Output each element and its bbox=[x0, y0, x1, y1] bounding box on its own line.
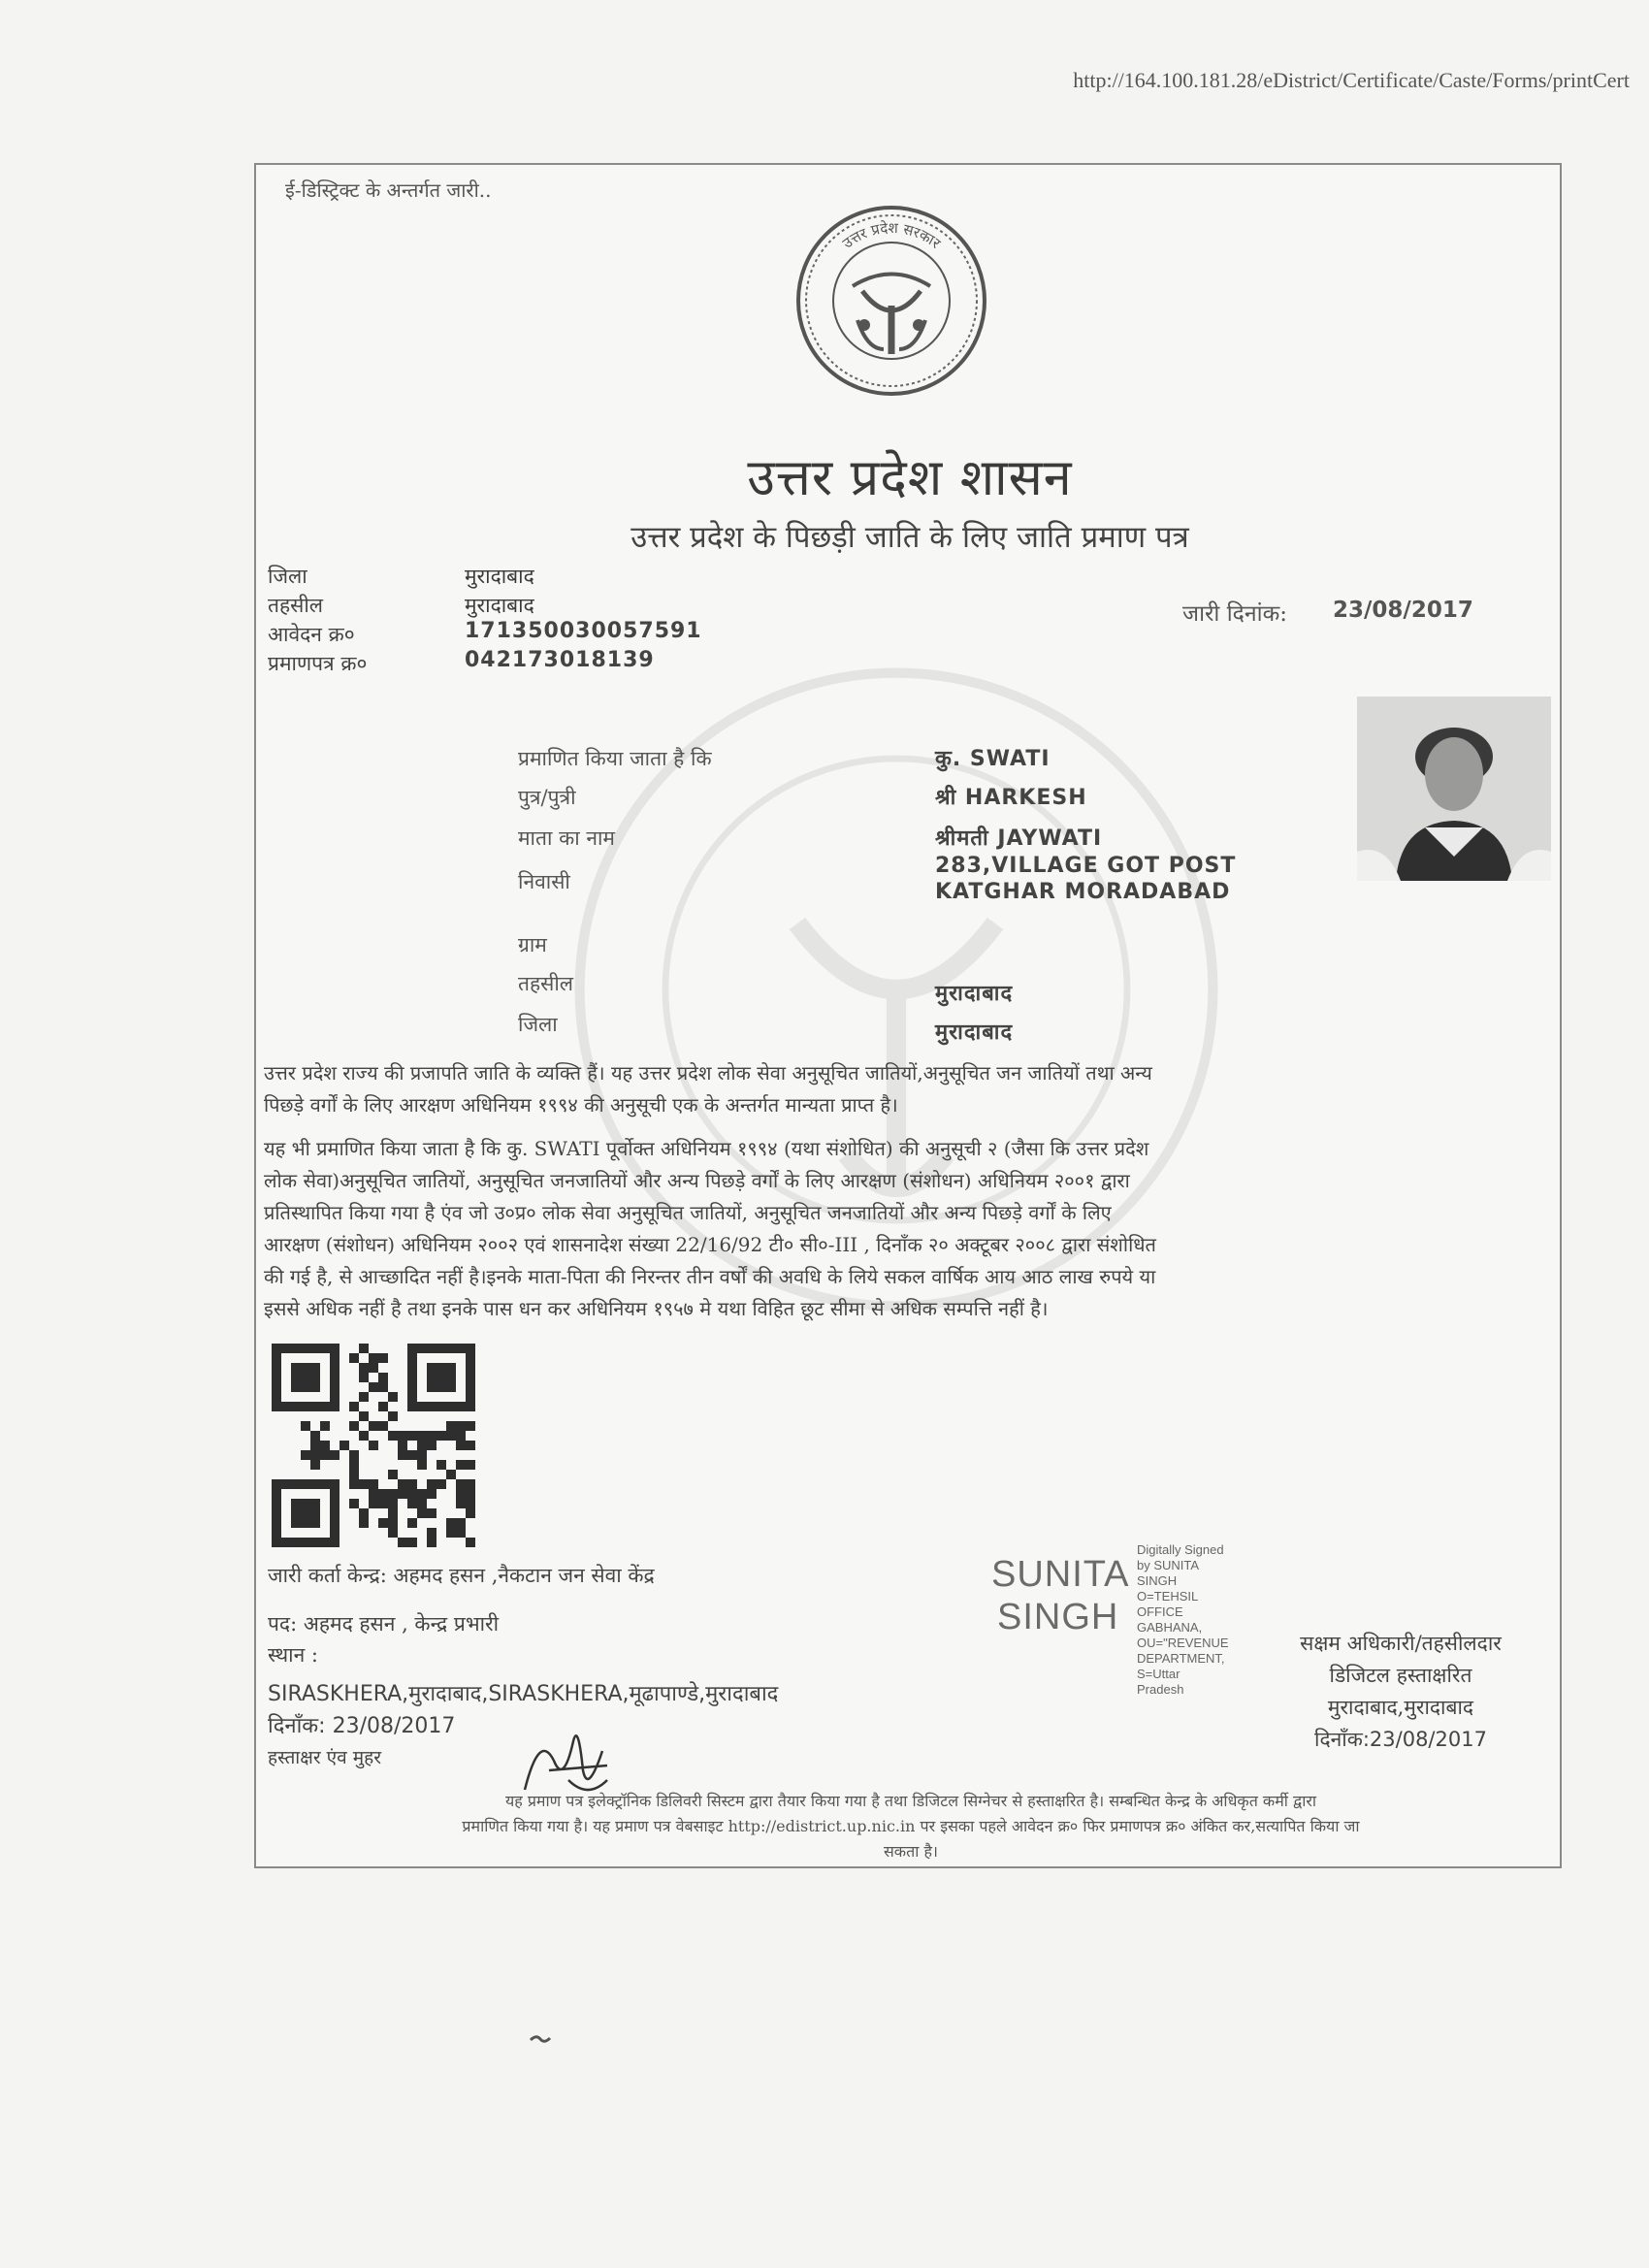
qr-module bbox=[388, 1392, 398, 1402]
qr-module bbox=[310, 1450, 320, 1460]
sign-and-seal-label: हस्ताक्षर एंव मुहर bbox=[268, 1747, 381, 1768]
mother-label: माता का नाम bbox=[518, 826, 615, 850]
qr-module bbox=[466, 1508, 475, 1518]
resident-line1: 283,VILLAGE GOT POST bbox=[935, 854, 1237, 878]
application-number-label: आवेदन क्र० bbox=[268, 623, 355, 646]
note-line2: प्रमाणित किया गया है। यह प्रमाण पत्र वेबसाइट http://edistrict.up.nic.in पर इसका पहले आवेदन क्र० फिर प्रमाणपत्र क्र० अंकित कर,सत्यापित किया जा bbox=[462, 1817, 1360, 1835]
para2-line4: आरक्षण (संशोधन) अधिनियम २००२ एवं शासनादेश संख्या 22/16/92 टी० सी०-III , दिनाँक २० अक्टूबर २००८ द्वारा संशोधित bbox=[264, 1233, 1156, 1256]
qr-module bbox=[349, 1479, 359, 1489]
sig-detail-line: Pradesh bbox=[1137, 1682, 1184, 1697]
qr-module bbox=[427, 1538, 436, 1547]
qr-module bbox=[456, 1421, 466, 1431]
qr-module bbox=[301, 1450, 310, 1460]
certified-label: प्रमाणित किया जाता है कि bbox=[518, 747, 712, 770]
mother-name: श्रीमती JAYWATI bbox=[935, 826, 1103, 851]
up-government-emblem-icon bbox=[794, 204, 988, 398]
qr-module bbox=[446, 1421, 456, 1431]
qr-module bbox=[466, 1499, 475, 1508]
qr-module bbox=[369, 1499, 378, 1508]
qr-module bbox=[359, 1392, 369, 1402]
qr-module bbox=[456, 1441, 466, 1450]
qr-module bbox=[388, 1508, 398, 1518]
qr-module bbox=[407, 1489, 417, 1499]
qr-module bbox=[456, 1489, 466, 1499]
authority-title: सक्षम अधिकारी/तहसीलदार bbox=[1300, 1632, 1502, 1655]
issuer-date: दिनाँक: 23/08/2017 bbox=[268, 1714, 456, 1738]
para2-line1: यह भी प्रमाणित किया जाता है कि कु. SWATI पूर्वोक्त अधिनियम १९९४ (यथा संशोधित) की अनुसूची २ (जैसा कि उत्तर प्रदेश bbox=[264, 1137, 1149, 1160]
qr-module bbox=[378, 1499, 388, 1508]
qr-module bbox=[320, 1421, 330, 1431]
qr-module bbox=[436, 1460, 446, 1470]
qr-module bbox=[456, 1518, 466, 1528]
qr-module bbox=[310, 1441, 320, 1450]
sig-detail-line: Digitally Signed bbox=[1137, 1542, 1224, 1557]
qr-module bbox=[407, 1479, 417, 1489]
qr-module bbox=[417, 1441, 427, 1450]
qr-module bbox=[369, 1353, 378, 1363]
government-title: उत्तर प्रदेश शासन bbox=[747, 449, 1073, 507]
qr-module bbox=[417, 1508, 427, 1518]
sig-detail-line: DEPARTMENT, bbox=[1137, 1651, 1225, 1666]
exclusion-paragraph bbox=[264, 1133, 1554, 1325]
qr-module bbox=[378, 1373, 388, 1382]
qr-module bbox=[427, 1441, 436, 1450]
detail-tehsil-label: तहसील bbox=[518, 972, 573, 995]
qr-module bbox=[359, 1508, 369, 1518]
qr-module bbox=[427, 1431, 436, 1441]
qr-module bbox=[349, 1499, 359, 1508]
note-line3: सकता है। bbox=[883, 1842, 938, 1861]
qr-module bbox=[466, 1441, 475, 1450]
qr-module bbox=[388, 1411, 398, 1421]
para2-line3: प्रतिस्थापित किया गया है एंव जो उ०प्र० लोक सेवा अनुसूचित जातियों, अनुसूचित जनजातियों और अन्य पिछड़े वर्गों के लिए bbox=[264, 1201, 1112, 1224]
qr-module bbox=[466, 1489, 475, 1499]
qr-module bbox=[456, 1431, 466, 1441]
resident-line2: KATGHAR MORADABAD bbox=[935, 880, 1231, 904]
qr-module bbox=[349, 1353, 359, 1363]
qr-module bbox=[446, 1470, 456, 1479]
qr-module bbox=[378, 1382, 388, 1392]
qr-module bbox=[359, 1373, 369, 1382]
village-label: ग्राम bbox=[518, 933, 547, 956]
qr-module bbox=[407, 1450, 417, 1460]
qr-module bbox=[330, 1450, 340, 1460]
print-url: http://164.100.181.28/eDistrict/Certificate/Caste/Forms/printCert bbox=[1073, 68, 1630, 92]
qr-module bbox=[446, 1518, 456, 1528]
issuing-centre: जारी कर्ता केन्द्र: अहमद हसन ,नैकटान जन सेवा केंद्र bbox=[268, 1564, 655, 1587]
qr-module bbox=[398, 1450, 407, 1460]
son-daughter-label: पुत्र/पुत्री bbox=[518, 786, 576, 809]
authority-date: दिनाँक:23/08/2017 bbox=[1314, 1728, 1487, 1751]
tehsil-value: मुरादाबाद bbox=[465, 594, 534, 617]
sig-detail-line: SINGH bbox=[1137, 1573, 1178, 1588]
qr-module bbox=[417, 1499, 427, 1508]
qr-module bbox=[388, 1518, 398, 1528]
qr-module bbox=[456, 1460, 466, 1470]
verification-note bbox=[285, 1789, 1536, 1864]
sig-detail-line: OFFICE bbox=[1137, 1604, 1183, 1619]
qr-module bbox=[388, 1499, 398, 1508]
qr-module bbox=[398, 1479, 407, 1489]
application-number: 171350030057591 bbox=[465, 619, 702, 643]
digital-signature-details bbox=[1137, 1542, 1253, 1698]
tehsil-label: तहसील bbox=[268, 594, 323, 617]
authority-place: मुरादाबाद,मुरादाबाद bbox=[1327, 1696, 1474, 1719]
qr-module bbox=[427, 1479, 436, 1489]
qr-module bbox=[359, 1344, 369, 1353]
qr-module bbox=[427, 1528, 436, 1538]
signer-name-line2: SINGH bbox=[997, 1597, 1119, 1637]
qr-module bbox=[359, 1518, 369, 1528]
qr-module bbox=[349, 1460, 359, 1470]
qr-module bbox=[369, 1479, 378, 1489]
qr-module bbox=[388, 1528, 398, 1538]
qr-module bbox=[417, 1489, 427, 1499]
issue-date-label: जारी दिनांक: bbox=[1182, 601, 1288, 627]
certificate-number: 042173018139 bbox=[465, 648, 655, 672]
sig-detail-line: GABHANA, bbox=[1137, 1620, 1203, 1635]
issued-under-text: ई-डिस्ट्रिक्ट के अन्तर्गत जारी.. bbox=[285, 178, 492, 202]
signer-name-line1: SUNITA bbox=[991, 1554, 1130, 1595]
note-line1: यह प्रमाण पत्र इलेक्ट्रॉनिक डिलिवरी सिस्टम द्वारा तैयार किया गया है तथा डिजिटल सिग्नेचर से हस्ताक्षरित है। सम्बन्धित केन्द्र के अधिकृत कर्मी द्वारा bbox=[504, 1792, 1317, 1810]
applicant-name: कु. SWATI bbox=[935, 747, 1051, 771]
issue-date: 23/08/2017 bbox=[1333, 598, 1473, 623]
certificate-title: उत्तर प्रदेश के पिछड़ी जाति के लिए जाति प्रमाण पत्र bbox=[630, 520, 1189, 555]
place-value: SIRASKHERA,मुरादाबाद,SIRASKHERA,मूढापाण्डे,मुरादाबाद bbox=[268, 1682, 779, 1706]
qr-module bbox=[407, 1431, 417, 1441]
qr-module bbox=[398, 1431, 407, 1441]
qr-module bbox=[359, 1363, 369, 1373]
scan-speck bbox=[529, 2032, 552, 2046]
father-name: श्री HARKESH bbox=[935, 786, 1087, 810]
qr-module bbox=[436, 1479, 446, 1489]
qr-module bbox=[320, 1441, 330, 1450]
qr-module bbox=[378, 1518, 388, 1528]
emblem-text: उत्तर प्रदेश सरकार bbox=[839, 218, 945, 252]
qr-module bbox=[436, 1431, 446, 1441]
qr-module bbox=[359, 1411, 369, 1421]
qr-module bbox=[349, 1421, 359, 1431]
qr-module bbox=[310, 1460, 320, 1470]
qr-module bbox=[359, 1479, 369, 1489]
certificate-number-label: प्रमाणपत्र क्र० bbox=[268, 652, 368, 675]
qr-module bbox=[378, 1421, 388, 1431]
caste-paragraph bbox=[264, 1057, 1554, 1121]
para2-line5: की गई है, से आच्छादित नहीं है।इनके माता-पिता की निरन्तर तीन वर्षों की अवधि के लिये सकल वार्षिक आय आठ लाख रुपये या bbox=[264, 1265, 1156, 1288]
certificate-frame bbox=[254, 163, 1562, 1868]
qr-module bbox=[378, 1402, 388, 1411]
qr-module bbox=[417, 1460, 427, 1470]
qr-module bbox=[349, 1470, 359, 1479]
applicant-photo bbox=[1357, 697, 1551, 881]
qr-module bbox=[446, 1431, 456, 1441]
qr-module bbox=[398, 1489, 407, 1499]
qr-module bbox=[407, 1499, 417, 1508]
detail-tehsil-value: मुरादाबाद bbox=[935, 982, 1014, 1006]
issuer-post: पद: अहमद हसन , केन्द्र प्रभारी bbox=[268, 1612, 500, 1636]
qr-module bbox=[378, 1353, 388, 1363]
qr-module bbox=[466, 1538, 475, 1547]
para1-line1: उत्तर प्रदेश राज्य की प्रजापति जाति के व्यक्ति हैं। यह उत्तर प्रदेश लोक सेवा अनुसूचित जातियों,अनुसूचित जन जातियों तथा अन्य bbox=[264, 1061, 1152, 1085]
qr-module bbox=[349, 1450, 359, 1460]
district-label: जिला bbox=[268, 565, 307, 588]
sig-detail-line: S=Uttar bbox=[1137, 1667, 1180, 1681]
qr-module bbox=[427, 1508, 436, 1518]
sig-detail-line: OU="REVENUE bbox=[1137, 1636, 1229, 1650]
qr-module bbox=[301, 1421, 310, 1431]
qr-module bbox=[378, 1489, 388, 1499]
qr-module bbox=[369, 1363, 378, 1373]
qr-module bbox=[417, 1431, 427, 1441]
qr-module bbox=[466, 1460, 475, 1470]
qr-code-icon bbox=[272, 1344, 475, 1547]
qr-module bbox=[466, 1479, 475, 1489]
detail-district-label: जिला bbox=[518, 1013, 558, 1036]
qr-module bbox=[446, 1528, 456, 1538]
para1-line2: पिछड़े वर्गों के लिए आरक्षण अधिनियम १९९४ की अनुसूची एक के अन्तर्गत मान्यता प्राप्त है। bbox=[264, 1093, 898, 1117]
qr-module bbox=[369, 1382, 378, 1392]
place-label: स्थान : bbox=[268, 1643, 319, 1667]
qr-module bbox=[466, 1421, 475, 1431]
qr-module bbox=[369, 1421, 378, 1431]
qr-module bbox=[398, 1538, 407, 1547]
qr-module bbox=[417, 1450, 427, 1460]
sig-detail-line: by SUNITA bbox=[1137, 1558, 1200, 1572]
qr-module bbox=[349, 1402, 359, 1411]
resident-label: निवासी bbox=[518, 870, 570, 893]
district-value: मुरादाबाद bbox=[465, 565, 534, 588]
para2-line6: इससे अधिक नहीं है तथा इनके पास धन कर अधिनियम १९५७ मे यथा विहित छूट सीमा से अधिक सम्पत्ति नहीं है। bbox=[264, 1297, 1049, 1320]
qr-module bbox=[407, 1518, 417, 1528]
qr-module bbox=[388, 1489, 398, 1499]
detail-district-value: मुरादाबाद bbox=[935, 1021, 1014, 1045]
qr-module bbox=[427, 1489, 436, 1499]
qr-module bbox=[407, 1538, 417, 1547]
sig-detail-line: O=TEHSIL bbox=[1137, 1589, 1199, 1604]
person-photo-icon bbox=[1357, 697, 1551, 881]
qr-module bbox=[340, 1441, 349, 1450]
qr-module bbox=[456, 1499, 466, 1508]
qr-module bbox=[369, 1441, 378, 1450]
qr-module bbox=[456, 1479, 466, 1489]
qr-module bbox=[320, 1450, 330, 1460]
qr-module bbox=[456, 1528, 466, 1538]
qr-module bbox=[310, 1431, 320, 1441]
qr-module bbox=[388, 1431, 398, 1441]
authority-digital: डिजिटल हस्ताक्षरित bbox=[1329, 1664, 1472, 1687]
qr-module bbox=[369, 1489, 378, 1499]
qr-module bbox=[398, 1441, 407, 1450]
para2-line2: लोक सेवा)अनुसूचित जातियों, अनुसूचित जनजातियों और अन्य पिछड़े वर्गों के लिए आरक्षण (संशोधन) अधिनियम २००१ द्वारा bbox=[264, 1169, 1130, 1192]
qr-module bbox=[388, 1470, 398, 1479]
qr-module bbox=[359, 1431, 369, 1441]
